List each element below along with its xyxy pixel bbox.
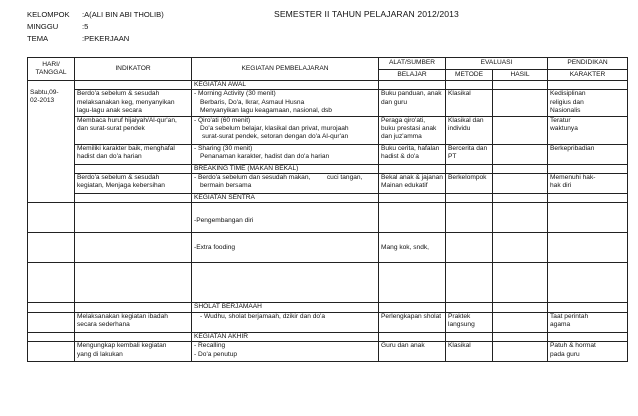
indikator-cell: Mengungkap kembali kegiatan yang di lakukan (75, 342, 192, 362)
karakter-cell: Taat perintah agama (548, 312, 628, 332)
minggu-value: :5 (82, 21, 89, 31)
table-row (28, 233, 628, 263)
section-kegiatan-sentra: KEGIATAN SENTRA (192, 194, 379, 203)
kelompok-value: :A(ALI BIN ABI THOLIB) (82, 9, 164, 19)
table-row (28, 116, 628, 144)
kegiatan-cell: - Morning Activity (30 menit) Berbaris, Do'a, Ikrar, Asmaul Husna Menyanyikan lagu keagamaan, nasional, dsb (192, 90, 379, 116)
kegiatan-cell: -Pengembangan diri (192, 203, 379, 233)
hasil-cell (493, 90, 548, 116)
column-header-metode: METODE (446, 70, 493, 81)
tema-value: :PEKERJAAN (82, 33, 130, 43)
section-sholat-berjamaah: SHOLAT BERJAMAAH (192, 303, 379, 312)
indikator-cell: Melaksanakan kegiatan ibadah secara sederhana (75, 312, 192, 332)
table-row (28, 312, 628, 332)
metode-cell: Praktek langsung (446, 312, 493, 332)
indikator-cell: Berdo'a sebelum & sesudah kegiatan, Menjaga kebersihan (75, 174, 192, 194)
alat-cell: Buku cerita, hafalan hadist & do'a (379, 144, 446, 164)
table-row (28, 90, 628, 116)
hasil-cell (493, 174, 548, 194)
alat-cell: Perlengkapan sholat (379, 312, 446, 332)
metode-cell: Klasikal (446, 342, 493, 362)
karakter-cell: Teratur waktunya (548, 116, 628, 144)
kegiatan-cell: -Extra fooding (192, 233, 379, 263)
semester-title: SEMESTER II TAHUN PELAJARAN 2012/2013 (274, 9, 459, 19)
table-row (28, 144, 628, 164)
minggu-label: MINGGU (27, 21, 59, 31)
indikator-cell: Memiliki karakter baik, menghafal hadist dan do'a harian (75, 144, 192, 164)
section-kegiatan-akhir: KEGIATAN AKHIR (192, 332, 379, 341)
kegiatan-cell: - Wudhu, sholat berjamaah, dzikir dan do'a (192, 312, 379, 332)
hasil-cell (493, 144, 548, 164)
indikator-cell (75, 81, 192, 90)
alat-cell: Bekal anak & jajanan Mainan edukatif (379, 174, 446, 194)
karakter-cell: Memenuhi hak- hak diri (548, 174, 628, 194)
column-header-indikator: INDIKATOR (75, 58, 192, 81)
hasil-cell (493, 342, 548, 362)
column-header-hari: HARI/ TANGGAL (28, 58, 75, 81)
indikator-cell (75, 332, 192, 341)
alat-cell: Buku panduan, anak dan guru (379, 90, 446, 116)
column-header-evaluasi: EVALUASI (446, 58, 548, 70)
indikator-cell: Berdo'a sebelum & sesudah melaksanakan keg, menyanyikan lagu-lagu anak secara (75, 90, 192, 116)
indikator-cell: Membaca huruf hijaiyah/Al-qur'an, dan surat-surat pendek (75, 116, 192, 144)
kegiatan-cell: - Berdo'a sebelum dan sesudah makan, cuci tangan, bermain bersama (192, 174, 379, 194)
lesson-table (27, 57, 628, 362)
metode-cell: Klasikal (446, 90, 493, 116)
indikator-cell (75, 194, 192, 203)
column-header-pendidikan: PENDIDIKAN (548, 58, 628, 70)
document-header (27, 8, 627, 44)
tema-label: TEMA (27, 33, 49, 43)
table-row (28, 174, 628, 194)
section-breaking-time: BREAKING TIME (MAKAN BEKAL) (192, 164, 379, 173)
metode-cell: Berkelompok (446, 174, 493, 194)
karakter-cell: Patuh & hormat pada guru (548, 342, 628, 362)
kelompok-label: KELOMPOK (27, 9, 70, 19)
kegiatan-cell: - Recalling - Do'a penutup (192, 342, 379, 362)
column-header-karakter: KARAKTER (548, 70, 628, 81)
alat-cell: Peraga qiro'ati, buku prestasi anak dan juz'amma (379, 116, 446, 144)
table-row (28, 342, 628, 362)
alat-cell: Guru dan anak (379, 342, 446, 362)
karakter-cell: Kedisiplinan religius dan Nasionalis (548, 90, 628, 116)
column-header-kegiatan: KEGIATAN PEMBELAJARAN (192, 58, 379, 81)
hasil-cell (493, 116, 548, 144)
kegiatan-cell: - Sharing (30 menit) Penanaman karakter, hadist dan do'a harian (192, 144, 379, 164)
section-kegiatan-awal: KEGIATAN AWAL (192, 81, 379, 90)
metode-cell: Klasikal dan individu (446, 116, 493, 144)
hasil-cell (493, 312, 548, 332)
kegiatan-cell: - Qiro'ati (60 menit) Do'a sebelum belajar, klasikal dan privat, murojaah surat-surat pendek, setoran dengan do'a Al-qur'an (192, 116, 379, 144)
indikator-cell (75, 303, 192, 312)
column-header-belajar: BELAJAR (379, 70, 446, 81)
column-header-hasil: HASIL (493, 70, 548, 81)
karakter-cell: Berkepribadian (548, 144, 628, 164)
day-cell: Sabtu,09- 02-2013 (28, 81, 75, 203)
metode-cell: Bercerita dan PT (446, 144, 493, 164)
column-header-alat: ALAT/SUMBER (379, 58, 446, 70)
indikator-cell (75, 164, 192, 173)
alat-cell: Mang kok, sndk, (379, 233, 446, 263)
table-row (28, 203, 628, 233)
